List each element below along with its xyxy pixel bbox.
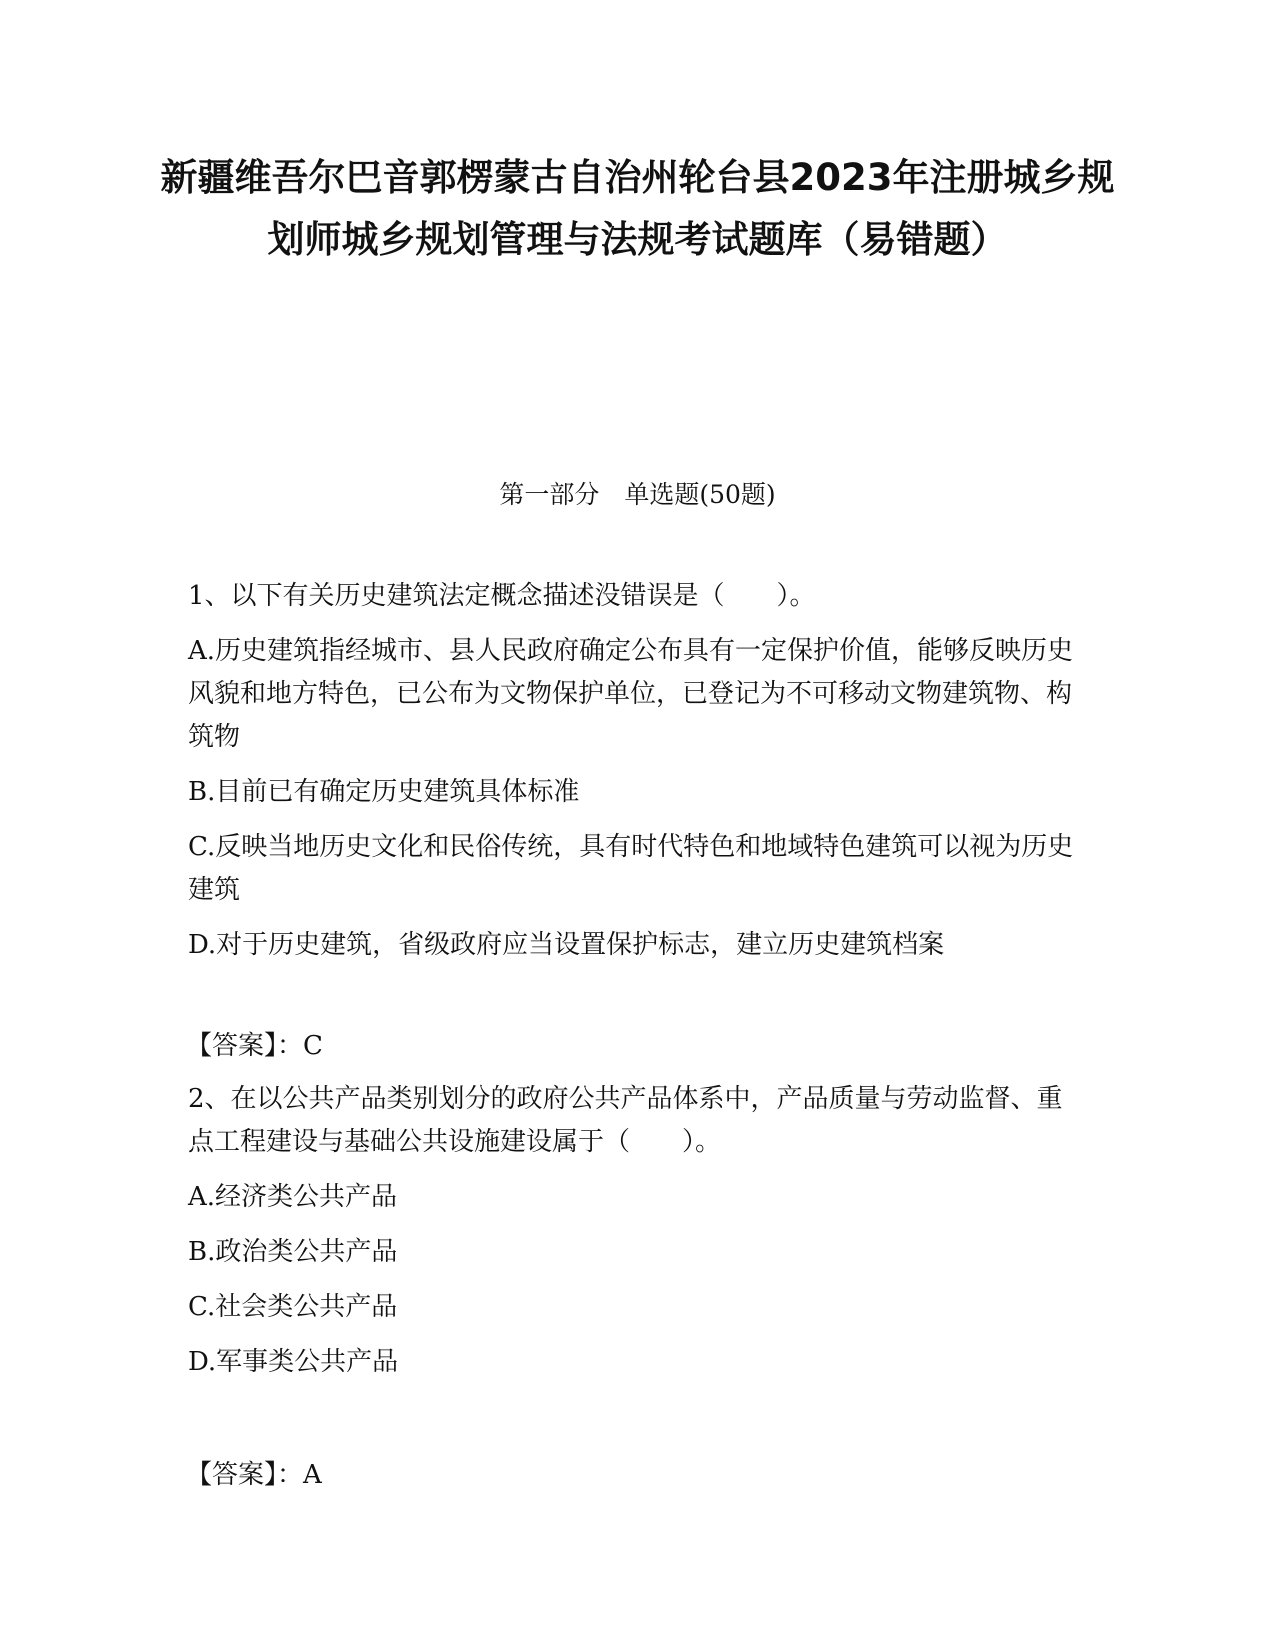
- option-d: D.对于历史建筑，省级政府应当设置保护标志，建立历史建筑档案: [188, 930, 945, 960]
- option-b: B.目前已有确定历史建筑具体标准: [188, 777, 580, 807]
- answer-label: 【答案】：A: [186, 1460, 322, 1490]
- option-d: D.军事类公共产品: [188, 1347, 399, 1377]
- option-a: A.经济类公共产品: [188, 1182, 398, 1212]
- option-b: B.政治类公共产品: [188, 1237, 398, 1267]
- section-heading: 第一部分 单选题(50题): [499, 480, 776, 509]
- option-c: C.社会类公共产品: [188, 1292, 398, 1322]
- option-a: A.历史建筑指经城市、县人民政府确定公布具有一定保护价值，能够反映历史风貌和地方特色，已公布为文物保护单位，已登记为不可移动文物建筑物、构筑物: [188, 636, 1074, 752]
- answer-label: 【答案】：C: [186, 1031, 323, 1061]
- question-1: [188, 575, 1088, 1068]
- question-2: [188, 1078, 1088, 1497]
- option-c: C.反映当地历史文化和民俗传统，具有时代特色和地域特色建筑可以视为历史建筑: [188, 832, 1074, 905]
- document-title: 新疆维吾尔巴音郭楞蒙古自治州轮台县2023年注册城乡规划师城乡规划管理与法规考试题库（易错题）: [160, 156, 1115, 261]
- question-stem: 1、以下有关历史建筑法定概念描述没错误是（ ）。: [188, 581, 816, 611]
- question-stem: 2、在以公共产品类别划分的政府公共产品体系中，产品质量与劳动监督、重点工程建设与基础公共设施建设属于（ ）。: [188, 1084, 1063, 1157]
- question-list: [188, 575, 1088, 1497]
